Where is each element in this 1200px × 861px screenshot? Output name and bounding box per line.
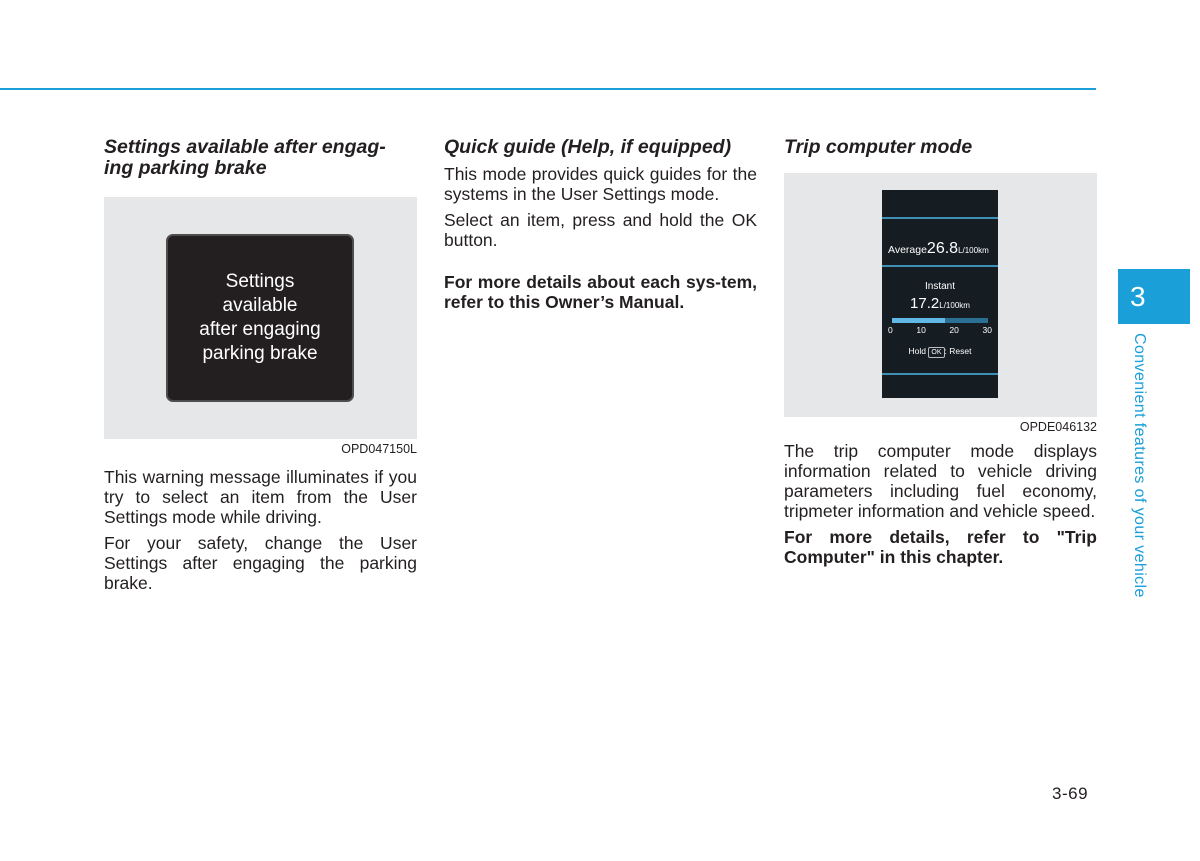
- average-readout: [888, 240, 989, 258]
- heading-line-2: ing parking brake: [104, 157, 267, 179]
- instant-unit: L/100km: [939, 301, 970, 310]
- chapter-title: Convenient features of your vehicle: [1131, 333, 1148, 598]
- hold-text: Hold: [908, 346, 927, 356]
- paragraph: For your safety, change the User Settings after engaging the parking brake.: [104, 533, 417, 593]
- column-quick-guide: [444, 137, 757, 318]
- divider-line: [882, 373, 998, 375]
- average-label: Average: [888, 244, 927, 256]
- column-settings-parking-brake: [104, 137, 417, 599]
- scale-tick: 20: [949, 325, 959, 335]
- instant-bar: [892, 318, 988, 323]
- settings-warning-figure: [104, 197, 417, 439]
- bold-note: For more details about each sys-tem, refer to this Owner’s Manual.: [444, 272, 757, 312]
- divider-line: [882, 265, 998, 267]
- divider-line: [882, 217, 998, 219]
- figure-code: OPDE046132: [1019, 420, 1097, 434]
- heading-line-1: Settings available after engag-: [104, 136, 386, 158]
- warning-message: Settings available after engaging parking brake: [199, 271, 321, 364]
- section-heading-quick-guide: Quick guide (Help, if equipped): [444, 136, 732, 158]
- instant-value: 17.2: [910, 295, 940, 312]
- scale-ticks: [888, 325, 992, 335]
- reset-text: : Reset: [944, 346, 972, 356]
- instant-label: Instant: [924, 281, 956, 292]
- section-heading-trip-computer: Trip computer mode: [784, 136, 973, 158]
- ok-button-icon: OK: [928, 347, 944, 358]
- average-value: 26.8: [926, 240, 959, 257]
- hold-reset-hint: [882, 346, 998, 358]
- instant-bar-fill: [892, 318, 945, 323]
- cluster-display: [166, 234, 354, 402]
- paragraph: This warning message illuminates if you try to select an item from the User Settings mode while driving.: [104, 467, 417, 527]
- top-rule: [0, 88, 1096, 90]
- column-trip-computer: [784, 137, 1097, 573]
- figure-code: OPD047150L: [341, 442, 417, 456]
- paragraph: This mode provides quick guides for the systems in the User Settings mode.: [444, 164, 757, 204]
- page-number: 3-69: [1052, 784, 1089, 803]
- cluster-display: [882, 190, 998, 398]
- paragraph: Select an item, press and hold the OK button.: [444, 210, 757, 250]
- paragraph: The trip computer mode displays information related to vehicle driving parameters including fuel economy, tripmeter information and vehicle speed.: [784, 441, 1097, 521]
- bold-note: For more details, refer to "Trip Computer" in this chapter.: [784, 527, 1097, 567]
- scale-tick: 30: [982, 325, 992, 335]
- trip-computer-figure: [784, 173, 1097, 417]
- scale-tick: 10: [916, 325, 926, 335]
- instant-readout: [882, 295, 998, 312]
- scale-tick: 0: [888, 325, 893, 335]
- average-unit: L/100km: [958, 246, 989, 255]
- section-heading-settings: [104, 137, 417, 179]
- chapter-number-tab: 3: [1118, 269, 1190, 324]
